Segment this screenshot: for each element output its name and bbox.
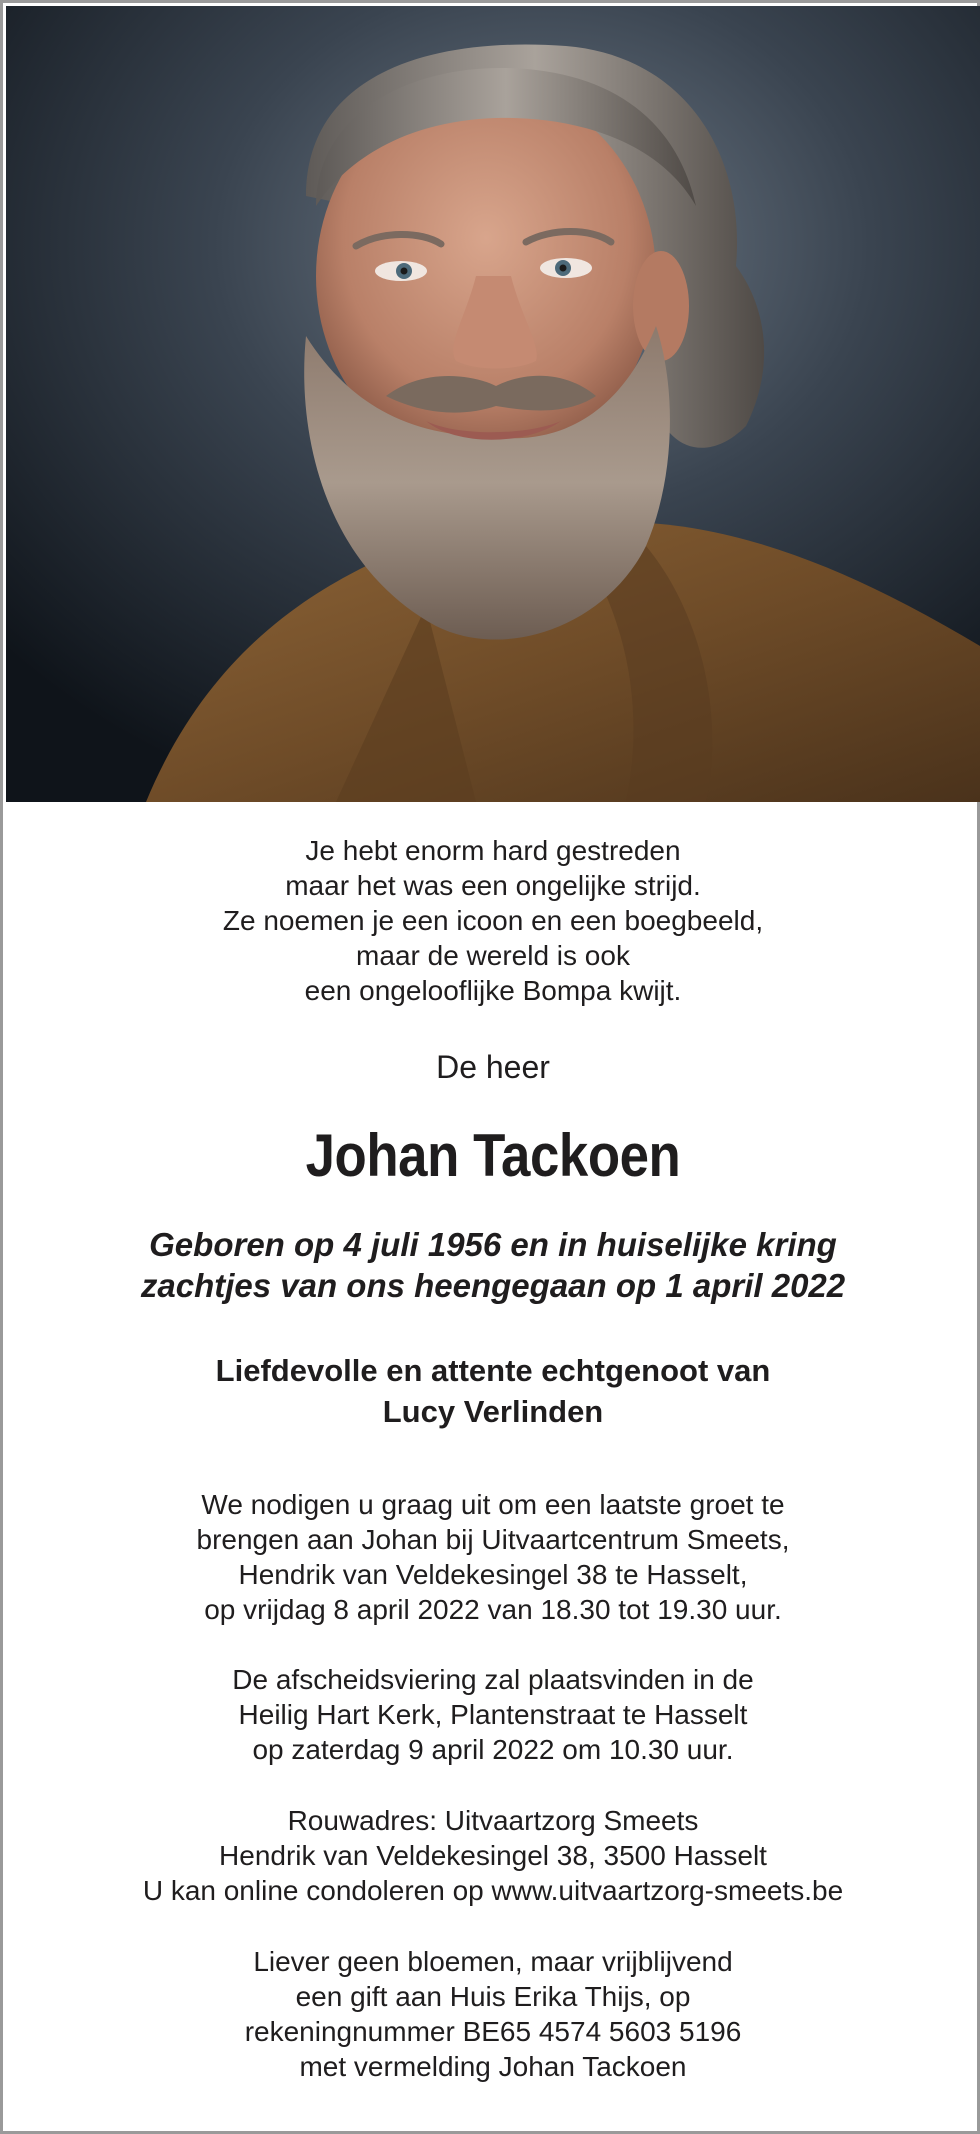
life-dates [43, 1224, 943, 1306]
visitation-line: op vrijdag 8 april 2022 van 18.30 tot 19.30 uur. [204, 1594, 782, 1625]
ceremony-line: Heilig Hart Kerk, Plantenstraat te Hasselt [238, 1699, 748, 1730]
poem [43, 833, 943, 1008]
poem-line: Ze noemen je een icoon en een boegbeeld, [222, 905, 764, 936]
spouse-name: Lucy Verlinden [382, 1394, 604, 1429]
portrait-photo [6, 6, 980, 802]
visitation-line: We nodigen u graag uit om een laatste groet te [201, 1489, 785, 1520]
visitation-line: brengen aan Johan bij Uitvaartcentrum Smeets, [196, 1524, 790, 1555]
address-line: Hendrik van Veldekesingel 38, 3500 Hasselt [219, 1840, 767, 1871]
condolence-line: U kan online condoleren op www.uitvaartzorg-smeets.be [142, 1875, 844, 1906]
dates-line: Geboren op 4 juli 1956 en in huiselijke kring [149, 1226, 837, 1263]
donation-paragraph [43, 1944, 943, 2084]
donation-line: rekeningnummer BE65 4574 5603 5196 [244, 2016, 742, 2047]
ceremony-line: op zaterdag 9 april 2022 om 10.30 uur. [252, 1734, 734, 1765]
salutation: De heer [436, 1049, 550, 1085]
donation-line: Liever geen bloemen, maar vrijblijvend [253, 1946, 733, 1977]
poem-line: maar de wereld is ook [356, 940, 630, 971]
poem-line: Je hebt enorm hard gestreden [305, 835, 681, 866]
deceased-name: Johan Tackoen [305, 1122, 681, 1189]
ceremony-line: De afscheidsviering zal plaatsvinden in de [232, 1664, 754, 1695]
poem-line: een ongelooflijke Bompa kwijt. [304, 975, 682, 1006]
obituary-text [43, 803, 943, 2084]
poem-line: maar het was een ongelijke strijd. [285, 870, 701, 901]
visitation-paragraph [43, 1487, 943, 1627]
dates-line: zachtjes van ons heengegaan op 1 april 2022 [140, 1267, 846, 1304]
visitation-line: Hendrik van Veldekesingel 38 te Hasselt, [238, 1559, 748, 1590]
spouse-text: Liefdevolle en attente echtgenoot van [215, 1353, 771, 1388]
donation-line: een gift aan Huis Erika Thijs, op [295, 1981, 691, 2012]
ceremony-paragraph [43, 1662, 943, 1767]
address-line: Rouwadres: Uitvaartzorg Smeets [287, 1805, 699, 1836]
address-paragraph [43, 1803, 943, 1908]
donation-line: met vermelding Johan Tackoen [299, 2051, 687, 2082]
spouse-line [43, 1350, 943, 1432]
